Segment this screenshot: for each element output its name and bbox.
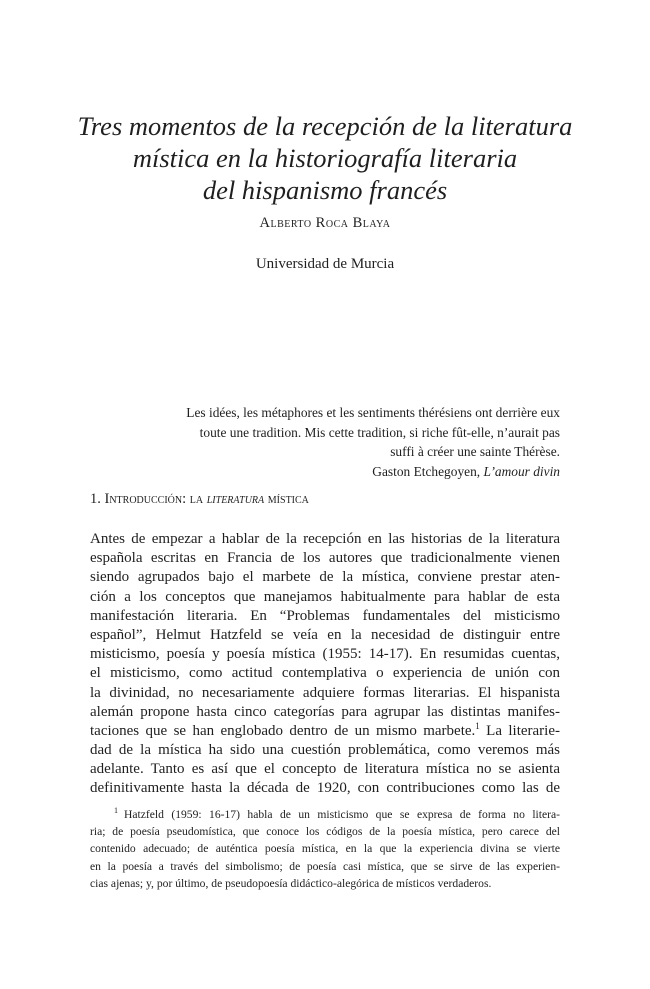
body-line-text: taciones que se han englobado dentro de un mismo marbete. <box>90 722 476 739</box>
body-line: manifestación literaria. En “Problemas fundamentales del misticismo <box>90 607 560 624</box>
body-line: definitivamente hasta la década de 1920, con contribuciones como las de <box>90 780 560 797</box>
epigraph-source-author: Gaston Etchegoyen, <box>372 463 481 479</box>
title-line: del hispanismo francés <box>202 175 448 205</box>
body-line: española escritas en Francia de los autores que tradicionalmente vienen <box>90 550 560 567</box>
body-line: dad de la mística ha sido una cuestión problemática, como veremos más <box>90 742 560 759</box>
author-affiliation: Universidad de Murcia <box>255 256 395 272</box>
footnote-line <box>90 806 560 823</box>
title-line: mística en la historiografía literaria <box>132 143 518 173</box>
body-line: español”, Helmut Hatzfeld se veía en la necesidad de distinguir entre <box>90 626 560 643</box>
footnote-line: contenido adecuado; de auténtica poesía mística, en la que la experiencia divina se vierte <box>90 842 560 856</box>
section-number: 1. <box>90 491 101 507</box>
epigraph-line: toute une tradition. Mis cette tradition, si riche fût-elle, n’aurait pas <box>199 424 560 440</box>
title-line: Tres momentos de la recepción de la literatura <box>77 111 573 141</box>
section-word: Introducción: <box>104 491 187 507</box>
body-line <box>90 722 560 741</box>
body-line: adelante. Tanto es así que el concepto de literatura mística no se asienta <box>90 761 560 778</box>
body-line: la divinidad, no necesariamente adquiere formas literarias. El hispanista <box>90 684 560 701</box>
epigraph-source-title: L’amour divin <box>483 463 560 479</box>
section-word: mística <box>267 491 309 507</box>
footnote <box>90 806 560 892</box>
epigraph-line: Les idées, les métaphores et les sentiments thérésiens ont derrière eux <box>186 405 560 420</box>
body-line: siendo agrupados bajo el marbete de la mística, conviene prestar aten- <box>90 569 560 586</box>
article-title <box>60 110 590 206</box>
footnote-line: cias ajenas; y, por último, de pseudopoesía didáctico-alegórica de místicos verdaderos. <box>90 876 492 890</box>
footnote-mark: 1 <box>114 806 118 816</box>
section-heading <box>90 491 309 508</box>
footnote-line: en la poesía a través del simbolismo; de poesía casi mística, que se sirve de las experien- <box>90 859 560 873</box>
section-word-italic: literatura <box>206 491 265 507</box>
body-line: ción a los conceptos que manejamos habitualmente para hablar de esta <box>90 588 560 605</box>
footnote-reference[interactable]: 1 <box>475 720 480 731</box>
footnote-text: Hatzfeld (1959: 16-17) habla de un misticismo que se expresa de forma no litera- <box>124 808 560 821</box>
body-line: misticismo, poesía y poesía mística (1955: 14-17). En resumidas cuentas, <box>90 646 560 663</box>
body-paragraph <box>90 530 560 799</box>
section-word: la <box>189 491 204 507</box>
epigraph-line: suffi à créer une sainte Thérèse. <box>390 444 560 459</box>
author-name: Alberto Roca Blaya <box>259 215 391 231</box>
body-line: alemán propone hasta cinco categorías para agrupar las distintas manifes- <box>90 703 560 720</box>
epigraph <box>130 403 560 481</box>
epigraph-source <box>130 462 560 482</box>
body-line-text: La literarie- <box>479 722 560 739</box>
footnote-line: ria; de poesía pseudomística, que conoce los códigos de la poesía mística, pero carece del <box>90 825 560 839</box>
body-line: el misticismo, como actitud contemplativa o experiencia de unión con <box>90 665 560 682</box>
body-line: Antes de empezar a hablar de la recepción en las historias de la literatura <box>90 531 560 547</box>
